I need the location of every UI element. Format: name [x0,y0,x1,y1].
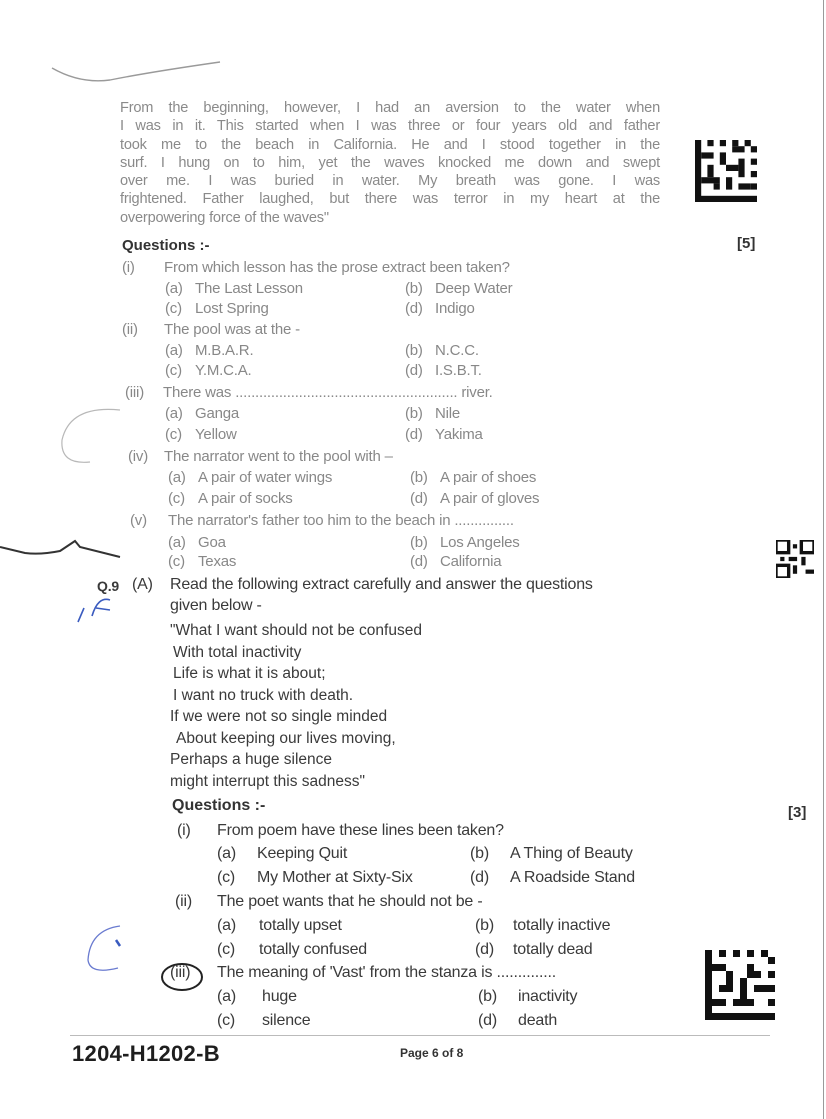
question-text: From poem have these lines been taken? [217,822,504,839]
paper-code: 1204-H1202-B [72,1041,220,1066]
poem-line: Perhaps a huge silence [170,751,333,768]
question-text: There was ........................................................ river. [163,384,493,401]
poem-line: I want no truck with death. [173,686,354,704]
prose-line: From the beginning, however, I had an aversion to the water when [120,100,660,116]
prose-extract [120,99,660,227]
question-number: (i) [177,822,191,839]
poem-line: About keeping our lives moving, [176,729,396,747]
prose-line: overpowering force of the waves" [120,209,329,226]
pencil-mark-top [40,50,230,90]
question-9-instruction: Read the following extract carefully and answer the questions [170,576,593,593]
question-number: (i) [122,259,135,276]
page-number: Page 6 of 8 [400,1046,464,1060]
question-text: The meaning of 'Vast' from the stanza is .............. [217,964,556,981]
question-9-instruction-cont: given below - [170,597,262,614]
pen-circle-mark-left [80,920,140,980]
prose-line: frightened. Father laughed, but there was terror in my heart at the [120,191,660,208]
pencil-circle-mark [50,400,140,480]
question-text: The pool was at the - [164,321,300,338]
handwritten-annotation [70,590,120,630]
question-number: (iii) [125,384,144,401]
poem-line: With total inactivity [173,643,302,661]
prose-line: I was in it. This started when I was three or four years old and father [120,118,660,135]
poem-line: might interrupt this sadness" [170,772,366,790]
qr-code-small [776,540,814,578]
marks-prose: [5] [737,235,756,252]
page-edge [823,0,824,1119]
question-text: The narrator went to the pool with – [164,448,393,465]
poem-line: "What I want should not be confused [170,622,422,639]
questions-heading-prose: Questions :- [122,237,210,254]
prose-line: took me to the beach in California. He and I stood together in the [120,136,660,153]
question-9-number: Q.9 [97,578,119,594]
pen-arrow-mark [0,535,160,565]
question-9-part: (A) [132,576,153,593]
question-number: (ii) [122,321,138,338]
question-number: (iv) [128,448,149,465]
poem-line: If we were not so single minded [170,708,388,725]
poem-line: Life is what it is about; [173,665,326,682]
poem-extract [170,620,422,792]
question-number: (v) [130,512,147,529]
question-text: The poet wants that he should not be - [217,893,483,910]
datamatrix-barcode-bottom [705,950,775,1020]
questions-heading-poem: Questions :- [172,797,266,814]
question-number: (ii) [175,893,192,910]
question-text: From which lesson has the prose extract been taken? [164,259,510,276]
question-text: The narrator's father too him to the beach in ............... [168,512,514,529]
prose-line: over me. I was buried in water. My breath was gone. I was [120,173,660,190]
marks-poem: [3] [788,804,807,821]
footer-divider [70,1035,770,1036]
question-number: (iii) [170,964,191,981]
datamatrix-barcode-top [695,140,757,202]
prose-line: surf. I hung on to him, yet the waves knocked me down and swept [120,154,660,171]
